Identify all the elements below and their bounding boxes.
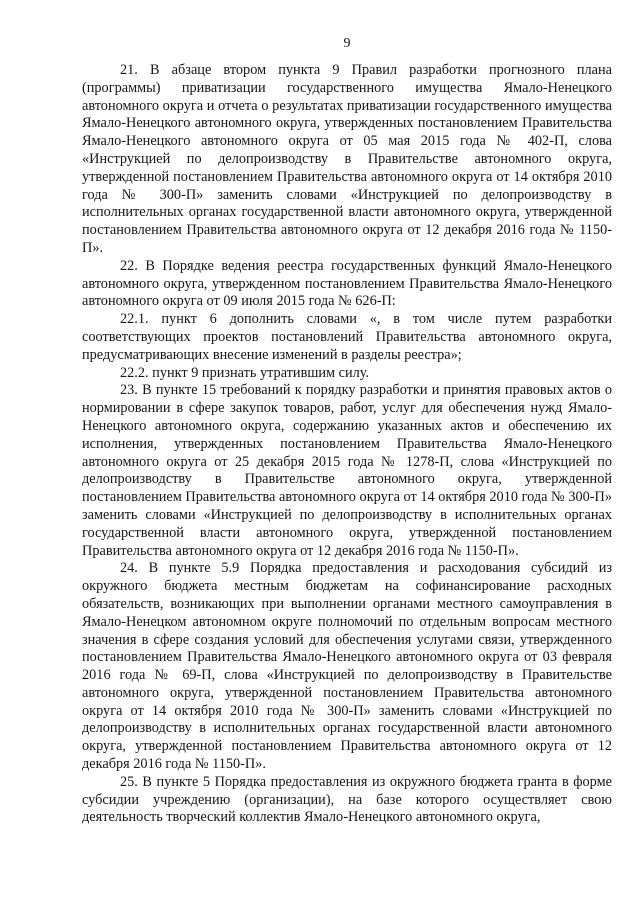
paragraph-23: 23. В пункте 15 требований к порядку разработки и принятия правовых актов о нормировании в сфере закупок товаров, работ, услуг для обеспечения нужд Ямало-Ненецкого автономного округа, содержанию указанных актов и обеспечению их исполнения, утвержденных постановлением Правительства Ямало-Ненецкого автономного округа от 25 декабря 2015 года № 1278-П, слова «Инструкцией по делопроизводству в Правительстве автономного округа, утвержденной постановлением Правительства автономного округа от 14 октября 2010 года № 300-П» заменить словами «Инструкцией по делопроизводству в исполнительных органах государственной власти автономного округа, утвержденной постановлением Правительства автономного округа от 12 декабря 2016 года № 1150-П». bbox=[82, 382, 612, 559]
paragraph-22-2: 22.2. пункт 9 признать утратившим силу. bbox=[120, 364, 370, 381]
paragraph-21: 21. В абзаце втором пункта 9 Правил разработки прогнозного плана (программы) приватизации государственного имущества Ямало-Ненецкого автономного округа и отчета о результатах приватизации государственного имущества Ямало-Ненецкого автономного округа, утвержденных постановлением Правительства Ямало-Ненецкого автономного округа от 05 мая 2015 года № 402-П, слова «Инструкцией по делопроизводству в Правительстве автономного округа, утвержденной постановлением Правительства автономного округа от 14 октября 2010 года № 300-П» заменить словами «Инструкцией по делопроизводству в исполнительных органах государственной власти автономного округа, утвержденной постановлением Правительства автономного округа от 12 декабря 2016 года № 1150-П». bbox=[82, 62, 612, 256]
paragraph-22: 22. В Порядке ведения реестра государственных функций Ямало-Ненецкого автономного округа, утвержденном постановлением Правительства Ямало-Ненецкого автономного округа от 09 июля 2015 года № 626-П: bbox=[82, 257, 612, 310]
document-body bbox=[82, 62, 612, 827]
paragraph-25: 25. В пункте 5 Порядка предоставления из окружного бюджета гранта в форме субсидии учреждению (организации), на базе которого осуществляет свою деятельность творческий коллектив Ямало-Ненецкого автономного округа, bbox=[82, 773, 612, 826]
paragraph-24: 24. В пункте 5.9 Порядка предоставления и расходования субсидий из окружного бюджета местным бюджетам на софинансирование расходных обязательств, возникающих при выполнении органами местного самоуправления в Ямало-Ненецком автономном округе полномочий по отдельным вопросам местного значения в сфере создания условий для обеспечения услугами связи, утвержденного постановлением Правительства Ямало-Ненецкого автономного округа от 03 февраля 2016 года № 69-П, слова «Инструкцией по делопроизводству в Правительстве автономного округа, утвержденной постановлением Правительства автономного округа от 14 октября 2010 года № 300-П» заменить словами «Инструкцией по делопроизводству в исполнительных органах государственной власти автономного округа, утвержденной постановлением Правительства автономного округа от 12 декабря 2016 года № 1150-П». bbox=[82, 560, 612, 773]
page-number: 9 bbox=[343, 36, 351, 51]
paragraph-22-1: 22.1. пункт 6 дополнить словами «, в том числе путем разработки соответствующих проектов постановлений Правительства автономного округа, предусматривающих внесение изменений в разделы реестра»; bbox=[82, 311, 612, 363]
